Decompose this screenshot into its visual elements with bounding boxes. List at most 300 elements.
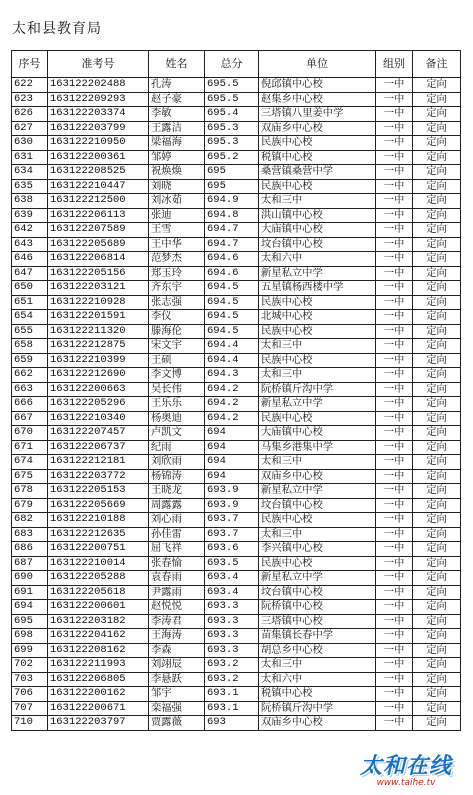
cell-group: 一中 [376,339,413,354]
table-row [12,484,461,499]
cell-name: 王硕 [149,353,205,368]
cell-remark: 定向 [413,600,461,615]
table-row [12,672,461,687]
cell-name: 王海涛 [149,629,205,644]
cell-name: 刘心雨 [149,513,205,528]
cell-exam-number: 163122200663 [48,382,149,397]
cell-remark: 定向 [413,687,461,702]
cell-name: 刘冰茹 [149,194,205,209]
table-row [12,542,461,557]
cell-group: 一中 [376,208,413,223]
cell-unit: 双庙乡中心校 [259,469,376,484]
cell-unit: 阮桥镇斤沟中学 [259,701,376,716]
cell-exam-number: 163122200361 [48,150,149,165]
cell-group: 一中 [376,556,413,571]
table-row [12,107,461,122]
table-row [12,324,461,339]
cell-name: 梁福海 [149,136,205,151]
cell-score: 693.3 [205,629,259,644]
cell-name: 李敏 [149,107,205,122]
table-row [12,121,461,136]
column-header-group: 组别 [376,51,413,78]
table-row [12,382,461,397]
cell-remark: 定向 [413,455,461,470]
cell-name: 滕海伦 [149,324,205,339]
cell-score: 695.2 [205,150,259,165]
table-row [12,237,461,252]
cell-score: 694.6 [205,266,259,281]
cell-unit: 太和三中 [259,527,376,542]
cell-exam-number: 163122210188 [48,513,149,528]
cell-group: 一中 [376,672,413,687]
cell-score: 694.5 [205,310,259,325]
cell-name: 邹宇 [149,687,205,702]
cell-seq: 635 [12,179,48,194]
cell-group: 一中 [376,281,413,296]
cell-remark: 定向 [413,150,461,165]
cell-group: 一中 [376,513,413,528]
cell-score: 694.2 [205,411,259,426]
cell-unit: 太和三中 [259,658,376,673]
cell-score: 695 [205,179,259,194]
cell-group: 一中 [376,295,413,310]
cell-unit: 民族中心校 [259,513,376,528]
table-row [12,658,461,673]
cell-exam-number: 163122203799 [48,121,149,136]
cell-score: 694.5 [205,281,259,296]
cell-score: 693.5 [205,556,259,571]
cell-name: 宋文宇 [149,339,205,354]
cell-unit: 坟台镇中心校 [259,585,376,600]
cell-group: 一中 [376,150,413,165]
cell-seq: 650 [12,281,48,296]
column-header-score: 总分 [205,51,259,78]
cell-seq: 674 [12,455,48,470]
cell-group: 一中 [376,658,413,673]
cell-exam-number: 163122200671 [48,701,149,716]
cell-exam-number: 163122206814 [48,252,149,267]
table-row [12,78,461,93]
cell-seq: 626 [12,107,48,122]
cell-unit: 税镇中心校 [259,687,376,702]
cell-name: 屈飞祥 [149,542,205,557]
cell-name: 张春愉 [149,556,205,571]
cell-group: 一中 [376,614,413,629]
cell-exam-number: 163122210014 [48,556,149,571]
cell-group: 一中 [376,353,413,368]
cell-group: 一中 [376,629,413,644]
cell-name: 吴长伟 [149,382,205,397]
cell-remark: 定向 [413,716,461,731]
cell-name: 李森 [149,643,205,658]
cell-group: 一中 [376,252,413,267]
cell-exam-number: 163122205669 [48,498,149,513]
cell-name: 尹露雨 [149,585,205,600]
table-row [12,426,461,441]
cell-score: 693.7 [205,513,259,528]
cell-exam-number: 163122211320 [48,324,149,339]
cell-name: 刘欣雨 [149,455,205,470]
cell-unit: 新星私立中学 [259,397,376,412]
cell-remark: 定向 [413,571,461,586]
cell-remark: 定向 [413,382,461,397]
cell-name: 纪雨 [149,440,205,455]
cell-exam-number: 163122212690 [48,368,149,383]
cell-exam-number: 163122205288 [48,571,149,586]
cell-name: 范梦杰 [149,252,205,267]
cell-remark: 定向 [413,165,461,180]
cell-group: 一中 [376,237,413,252]
cell-name: 李仪 [149,310,205,325]
cell-seq: 622 [12,78,48,93]
cell-score: 695.3 [205,136,259,151]
table-row [12,527,461,542]
cell-group: 一中 [376,411,413,426]
table-row [12,556,461,571]
cell-group: 一中 [376,223,413,238]
cell-score: 693 [205,716,259,731]
cell-remark: 定向 [413,542,461,557]
cell-score: 693.9 [205,484,259,499]
table-row [12,223,461,238]
cell-remark: 定向 [413,295,461,310]
cell-remark: 定向 [413,527,461,542]
cell-name: 杨奥迪 [149,411,205,426]
cell-seq: 643 [12,237,48,252]
cell-seq: 690 [12,571,48,586]
cell-score: 693.4 [205,585,259,600]
cell-exam-number: 163122210950 [48,136,149,151]
cell-exam-number: 163122203182 [48,614,149,629]
cell-seq: 638 [12,194,48,209]
cell-group: 一中 [376,498,413,513]
cell-score: 693.3 [205,643,259,658]
cell-exam-number: 163122205296 [48,397,149,412]
cell-name: 王露洁 [149,121,205,136]
cell-score: 694.4 [205,339,259,354]
table-row [12,498,461,513]
table-row [12,600,461,615]
cell-unit: 胡总乡中心校 [259,643,376,658]
cell-name: 张志强 [149,295,205,310]
cell-seq: 663 [12,382,48,397]
cell-group: 一中 [376,397,413,412]
cell-unit: 阮桥镇斤沟中学 [259,382,376,397]
cell-name: 贾露薇 [149,716,205,731]
cell-remark: 定向 [413,353,461,368]
cell-group: 一中 [376,440,413,455]
cell-unit: 新星私立中学 [259,571,376,586]
table-row [12,295,461,310]
cell-seq: 670 [12,426,48,441]
cell-remark: 定向 [413,585,461,600]
cell-score: 694.2 [205,397,259,412]
cell-seq: 639 [12,208,48,223]
cell-unit: 赵集乡中心校 [259,92,376,107]
cell-remark: 定向 [413,469,461,484]
cell-remark: 定向 [413,643,461,658]
cell-exam-number: 163122200601 [48,600,149,615]
cell-name: 赵子豪 [149,92,205,107]
column-header-exam-number: 准考号 [48,51,149,78]
cell-unit: 新星私立中学 [259,266,376,281]
table-row [12,208,461,223]
cell-group: 一中 [376,426,413,441]
cell-remark: 定向 [413,339,461,354]
table-row [12,353,461,368]
cell-remark: 定向 [413,92,461,107]
cell-seq: 658 [12,339,48,354]
cell-seq: 710 [12,716,48,731]
cell-score: 693.7 [205,527,259,542]
cell-exam-number: 163122206805 [48,672,149,687]
cell-unit: 坟台镇中心校 [259,498,376,513]
cell-seq: 630 [12,136,48,151]
cell-unit: 大庙镇中心校 [259,426,376,441]
cell-score: 694.6 [205,252,259,267]
cell-seq: 695 [12,614,48,629]
cell-name: 邹婷 [149,150,205,165]
cell-group: 一中 [376,136,413,151]
table-row [12,266,461,281]
cell-group: 一中 [376,165,413,180]
cell-group: 一中 [376,121,413,136]
cell-group: 一中 [376,469,413,484]
cell-score: 694 [205,455,259,470]
cell-seq: 679 [12,498,48,513]
cell-group: 一中 [376,585,413,600]
cell-score: 693.1 [205,701,259,716]
table-row [12,397,461,412]
cell-remark: 定向 [413,324,461,339]
table-row [12,701,461,716]
column-header-unit: 单位 [259,51,376,78]
cell-group: 一中 [376,643,413,658]
cell-remark: 定向 [413,194,461,209]
cell-exam-number: 163122208162 [48,643,149,658]
table-row [12,136,461,151]
cell-exam-number: 163122206737 [48,440,149,455]
table-row [12,411,461,426]
table-row [12,368,461,383]
table-body [12,78,461,731]
cell-score: 694.7 [205,237,259,252]
cell-group: 一中 [376,542,413,557]
cell-remark: 定向 [413,701,461,716]
cell-seq: 698 [12,629,48,644]
cell-remark: 定向 [413,121,461,136]
table-row [12,614,461,629]
cell-group: 一中 [376,701,413,716]
cell-remark: 定向 [413,281,461,296]
cell-seq: 682 [12,513,48,528]
cell-remark: 定向 [413,484,461,499]
admission-table [11,50,461,731]
table-row [12,716,461,731]
cell-name: 刘晓 [149,179,205,194]
cell-score: 693.4 [205,571,259,586]
cell-remark: 定向 [413,208,461,223]
cell-score: 693.3 [205,614,259,629]
cell-exam-number: 163122201591 [48,310,149,325]
cell-seq: 703 [12,672,48,687]
cell-seq: 675 [12,469,48,484]
cell-unit: 苗集镇长春中学 [259,629,376,644]
cell-seq: 646 [12,252,48,267]
table-row [12,469,461,484]
cell-unit: 民族中心校 [259,324,376,339]
cell-exam-number: 163122211993 [48,658,149,673]
cell-exam-number: 163122209293 [48,92,149,107]
cell-score: 694.7 [205,223,259,238]
table-row [12,92,461,107]
cell-exam-number: 163122210447 [48,179,149,194]
cell-remark: 定向 [413,107,461,122]
cell-seq: 687 [12,556,48,571]
cell-remark: 定向 [413,310,461,325]
cell-unit: 倪邱镇中心校 [259,78,376,93]
cell-unit: 民族中心校 [259,353,376,368]
site-watermark [347,749,465,791]
cell-seq: 634 [12,165,48,180]
cell-exam-number: 163122210399 [48,353,149,368]
cell-remark: 定向 [413,237,461,252]
admission-table-container [11,50,460,731]
cell-seq: 654 [12,310,48,325]
cell-group: 一中 [376,194,413,209]
cell-score: 695 [205,165,259,180]
table-row [12,687,461,702]
cell-group: 一中 [376,92,413,107]
cell-score: 695.5 [205,78,259,93]
cell-unit: 太和三中 [259,194,376,209]
cell-score: 694 [205,469,259,484]
cell-name: 祝焕焕 [149,165,205,180]
cell-unit: 太和三中 [259,455,376,470]
cell-remark: 定向 [413,223,461,238]
cell-exam-number: 163122212500 [48,194,149,209]
cell-score: 693.2 [205,672,259,687]
cell-unit: 民族中心校 [259,556,376,571]
cell-unit: 太和六中 [259,252,376,267]
cell-seq: 627 [12,121,48,136]
cell-exam-number: 163122200162 [48,687,149,702]
cell-group: 一中 [376,179,413,194]
column-header-remark: 备注 [413,51,461,78]
cell-group: 一中 [376,600,413,615]
cell-group: 一中 [376,107,413,122]
cell-score: 694 [205,440,259,455]
cell-seq: 707 [12,701,48,716]
cell-unit: 大庙镇中心校 [259,223,376,238]
column-header-seq: 序号 [12,51,48,78]
cell-exam-number: 163122210928 [48,295,149,310]
table-row [12,310,461,325]
cell-remark: 定向 [413,252,461,267]
cell-name: 卢凯文 [149,426,205,441]
cell-unit: 太和六中 [259,672,376,687]
cell-seq: 647 [12,266,48,281]
cell-group: 一中 [376,716,413,731]
cell-name: 李涛君 [149,614,205,629]
cell-seq: 686 [12,542,48,557]
cell-score: 694.8 [205,208,259,223]
cell-score: 694.9 [205,194,259,209]
table-row [12,150,461,165]
cell-group: 一中 [376,527,413,542]
cell-seq: 631 [12,150,48,165]
table-row [12,281,461,296]
table-header-row [12,51,461,78]
cell-group: 一中 [376,368,413,383]
cell-seq: 659 [12,353,48,368]
cell-score: 695.3 [205,121,259,136]
watermark-logo: 太和在线 [359,754,452,779]
cell-unit: 阮桥镇中心校 [259,600,376,615]
cell-unit: 北城中心校 [259,310,376,325]
cell-seq: 662 [12,368,48,383]
cell-name: 李悬跃 [149,672,205,687]
cell-name: 齐东宇 [149,281,205,296]
cell-exam-number: 163122210340 [48,411,149,426]
cell-name: 王乐乐 [149,397,205,412]
table-row [12,585,461,600]
cell-seq: 623 [12,92,48,107]
column-header-name: 姓名 [149,51,205,78]
cell-score: 693.1 [205,687,259,702]
cell-remark: 定向 [413,556,461,571]
cell-score: 694.3 [205,368,259,383]
cell-exam-number: 163122203121 [48,281,149,296]
cell-group: 一中 [376,687,413,702]
cell-remark: 定向 [413,266,461,281]
table-row [12,165,461,180]
cell-seq: 694 [12,600,48,615]
cell-score: 694 [205,426,259,441]
table-row [12,643,461,658]
cell-unit: 五星镇杨西楼中学 [259,281,376,296]
table-row [12,571,461,586]
cell-seq: 666 [12,397,48,412]
cell-exam-number: 163122208525 [48,165,149,180]
cell-unit: 洪山镇中心校 [259,208,376,223]
cell-name: 袁春雨 [149,571,205,586]
table-row [12,513,461,528]
cell-unit: 三塔镇中心校 [259,614,376,629]
cell-remark: 定向 [413,440,461,455]
table-row [12,194,461,209]
table-row [12,629,461,644]
cell-unit: 太和三中 [259,339,376,354]
cell-unit: 坟台镇中心校 [259,237,376,252]
cell-remark: 定向 [413,78,461,93]
cell-group: 一中 [376,455,413,470]
cell-seq: 683 [12,527,48,542]
cell-name: 孔涛 [149,78,205,93]
cell-name: 王中华 [149,237,205,252]
cell-name: 孙佳雷 [149,527,205,542]
cell-name: 李文博 [149,368,205,383]
cell-exam-number: 163122212181 [48,455,149,470]
cell-unit: 桑营镇桑营中学 [259,165,376,180]
cell-score: 694.2 [205,382,259,397]
table-row [12,339,461,354]
cell-name: 王晓龙 [149,484,205,499]
cell-seq: 706 [12,687,48,702]
cell-seq: 702 [12,658,48,673]
cell-group: 一中 [376,382,413,397]
cell-remark: 定向 [413,614,461,629]
